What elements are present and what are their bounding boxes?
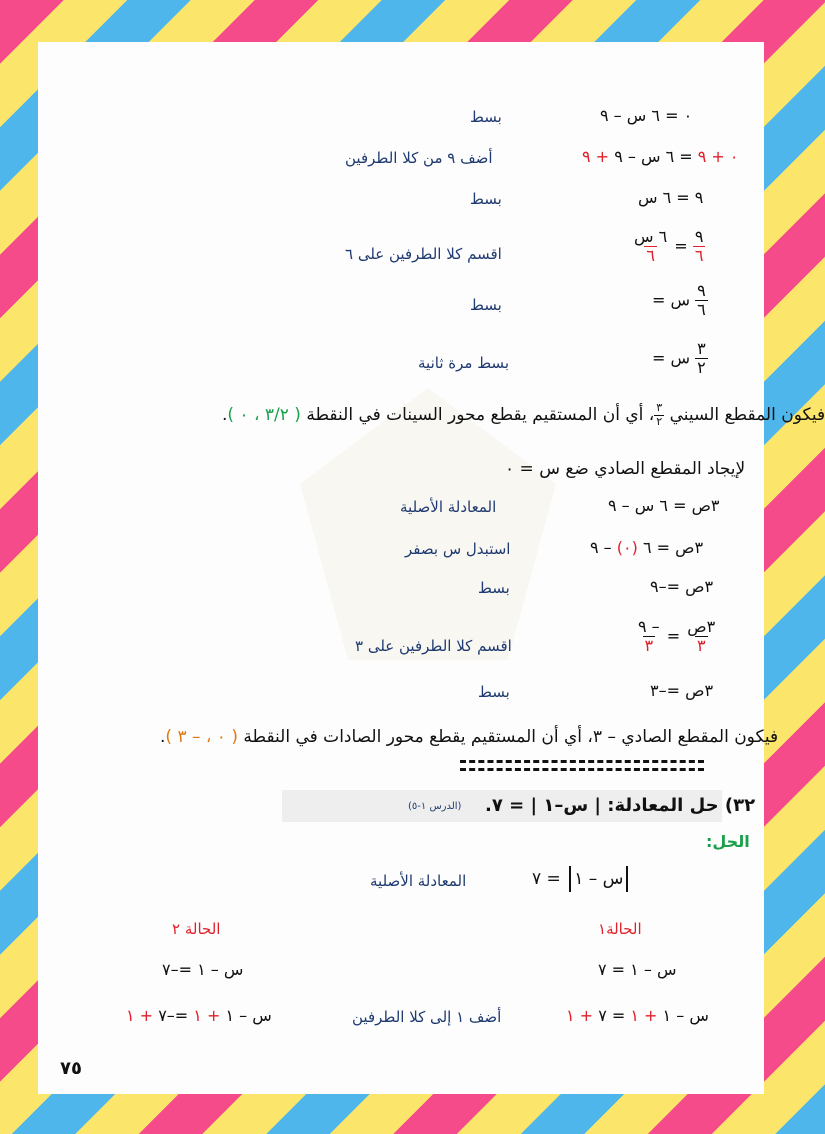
divider-top [460,760,704,763]
original-equation: س – ١ = ٧ [532,866,631,892]
step-x-5-equation: $\frac{٩}{٦}$ س = [652,281,706,320]
step-x-3-label: بسط [470,190,502,208]
problem-title: ٣٢) حل المعادلة: | س–١ | = ٧. [485,795,756,816]
step-y-5-equation: ٣ص =–٣ [650,681,714,700]
add-one-label: أضف ١ إلى كلا الطرفين [352,1008,502,1026]
x-intercept-sentence: فيكون المقطع السيني $\frac{٣}{٢}$ ، أي أن المستقيم يقطع محور السينات في النقطة ( ٣/٢ ، ٠ ). [222,401,825,428]
step-x-4-equation: $\frac{٩}{٦}$ = $\frac{\text{٦ س}}{٦}$ [634,227,704,266]
original-equation-label: المعادلة الأصلية [370,872,467,890]
step-x-2-equation: ٠ + ٩ = ٦ س – ٩ + ٩ [582,147,739,166]
step-x-2-label: أضف ٩ من كلا الطرفين [345,149,493,167]
case-1-title: الحالة١ [598,920,642,938]
y-intercept-intro: لإيجاد المقطع الصادي ضع س = ٠ [505,459,746,479]
x-intercept-point: ( ٣/٢ ، ٠ ) [227,405,301,426]
page-number: ٧٥ [60,1058,82,1079]
step-x-5-label: بسط [470,296,502,314]
step-x-1-equation: ٠ = ٦ س – ٩ [600,106,693,125]
step-y-2-equation: ٣ص = ٦ (٠) – ٩ [590,538,704,557]
step-x-1-label: بسط [470,108,502,126]
step-y-1-equation: ٣ص = ٦ س – ٩ [608,496,720,515]
step-y-4-equation: $\frac{\text{٣ص}}{٣}$ = $\frac{- ٩}{٣}$ [638,617,716,656]
y-intercept-sentence: فيكون المقطع الصادي – ٣، أي أن المستقيم يقطع محور الصادات في النقطة ( ٠ ، – ٣ ). [160,727,779,747]
case-1-equation-2: س – ١ + ١ = ٧ + ١ [566,1006,709,1025]
step-y-4-label: اقسم كلا الطرفين على ٣ [355,637,512,655]
step-x-4-label: اقسم كلا الطرفين على ٦ [345,245,502,263]
step-x-6-equation: $\frac{٣}{٢}$ س = [652,339,706,378]
step-x-3-equation: ٩ = ٦ س [638,188,704,207]
case-2-equation-2: س – ١ + ١ =–٧ + ١ [126,1006,272,1025]
step-y-3-label: بسط [478,579,510,597]
divider-bottom [460,768,704,771]
step-y-5-label: بسط [478,683,510,701]
y-intercept-point: ( ٠ ، – ٣ ) [165,727,238,747]
case-1-equation-1: س – ١ = ٧ [598,960,677,979]
case-2-equation-1: س – ١ =–٧ [162,960,244,979]
step-x-6-label: بسط مرة ثانية [418,354,509,372]
case-2-title: الحالة ٢ [172,920,221,938]
solution-label: الحل: [706,832,750,851]
step-y-1-label: المعادلة الأصلية [400,498,497,516]
lesson-tag: (الدرس ١-٥) [408,801,462,812]
step-y-3-equation: ٣ص =–٩ [650,577,714,596]
step-y-2-label: استبدل س بصفر [405,540,511,558]
